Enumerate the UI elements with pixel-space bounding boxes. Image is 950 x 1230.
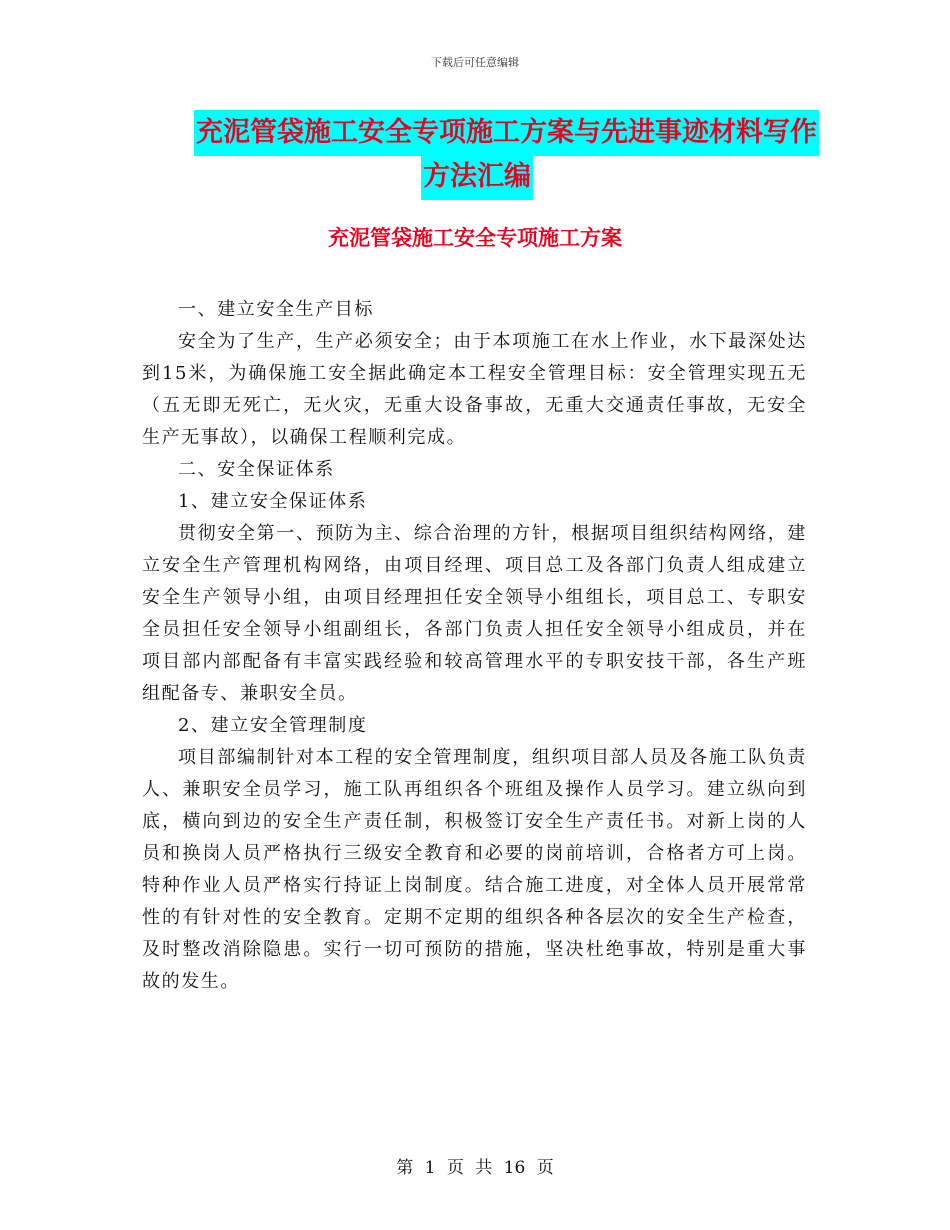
header-note: 下载后可任意编辑 [431, 56, 519, 69]
section-title: 充泥管袋施工安全专项施工方案 [328, 226, 622, 250]
paragraph-heading-sub2: 2、建立安全管理制度 [178, 715, 368, 736]
paragraph: 项目部编制针对本工程的安全管理制度，组织项目部人员及各施工队负责人、兼职安全员学习，施工队再组织各个班组及操作人员学习。建立纵向到底，横向到边的安全生产责任制，积极签订安全生产责任书。对新上岗的人员和换岗人员严格执行三级安全教育和必要的岗前培训，合格者方可上岗。特种作业人员严格实行持证上岗制度。结合施工进度，对全体人员开展常常性的有针对性的安全教育。定期不定期的组织各种各层次的安全生产检查，及时整改消除隐患。实行一切可预防的措施，坚决杜绝事故，特别是重大事故的发生。 [142, 747, 807, 992]
paragraph-heading-sub1: 1、建立安全保证体系 [178, 491, 368, 512]
paragraph: 贯彻安全第一、预防为主、综合治理的方针，根据项目组织结构网络，建立安全生产管理机构网络，由项目经理、项目总工及各部门负责人组成建立安全生产领导小组，由项目经理担任安全领导小组组长，项目总工、专职安全员担任安全领导小组副组长，各部门负责人担任安全领导小组成员，并在项目部内部配备有丰富实践经验和较高管理水平的专职安技干部，各生产班组配备专、兼职安全员。 [142, 523, 807, 704]
title-line-1: 充泥管袋施工安全专项施工方案与先进事迹材料写作 [194, 110, 819, 156]
page-number: 第 1 页 共 16 页 [396, 1158, 554, 1178]
body-text [142, 294, 807, 998]
paragraph-heading-goal: 一、建立安全生产目标 [178, 299, 374, 320]
title-line-2: 方法汇编 [421, 154, 533, 200]
paragraph: 安全为了生产，生产必须安全；由于本项施工在水上作业，水下最深处达到15米，为确保施工安全据此确定本工程安全管理目标：安全管理实现五无（五无即无死亡，无火灾，无重大设备事故，无重大交通责任事故，无安全生产无事故），以确保工程顺利完成。 [142, 331, 807, 448]
paragraph-heading-system: 二、安全保证体系 [178, 459, 335, 480]
